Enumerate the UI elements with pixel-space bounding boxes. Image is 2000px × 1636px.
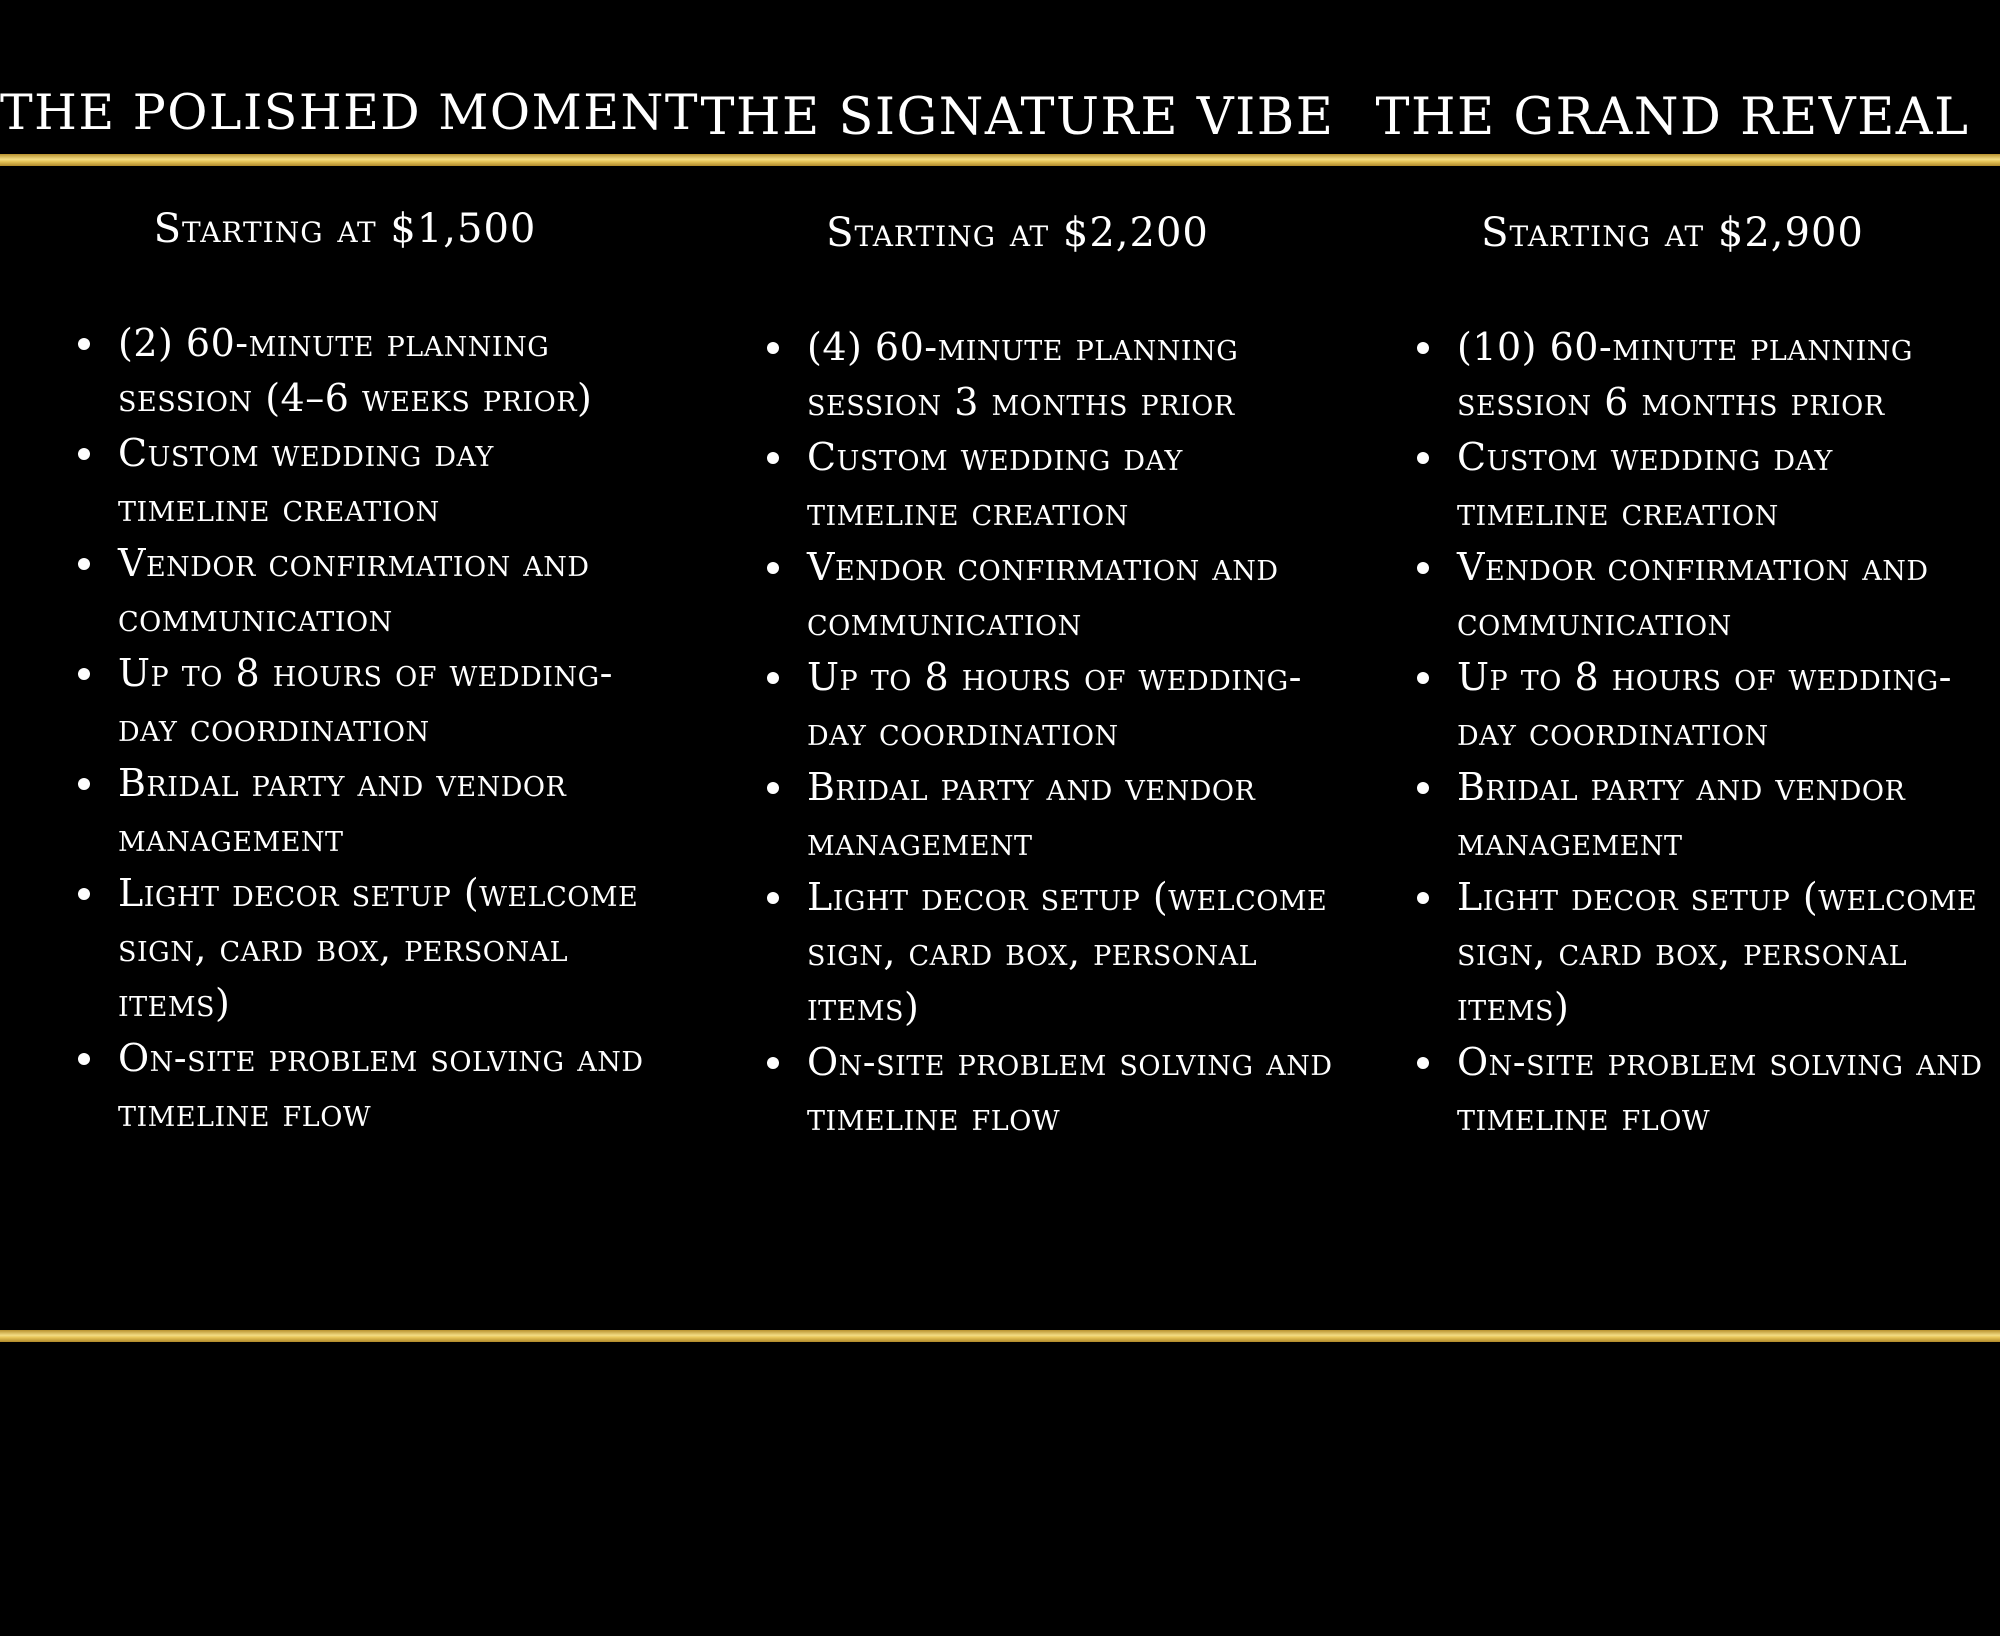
- feature-item: [765, 1035, 1345, 1145]
- feature-item: [1415, 320, 1995, 430]
- feature-text: Vendor confirmation and communication: [807, 545, 1279, 644]
- feature-text: Light decor setup (welcome sign, card box, personal items): [807, 875, 1328, 1029]
- bullet-icon: [767, 452, 779, 464]
- feature-text: Up to 8 hours of wedding-day coordination: [1457, 655, 1952, 754]
- feature-text: Up to 8 hours of wedding-day coordination: [807, 655, 1302, 754]
- bullet-icon: [78, 338, 90, 350]
- feature-text: Light decor setup (welcome sign, card box, personal items): [118, 871, 639, 1025]
- package-price: Starting at $2,900: [1481, 210, 1864, 256]
- feature-item: [1415, 540, 1995, 650]
- bullet-icon: [1417, 672, 1429, 684]
- bullet-icon: [78, 888, 90, 900]
- bullet-icon: [78, 448, 90, 460]
- bullet-icon: [1417, 1057, 1429, 1069]
- feature-text: Bridal party and vendor management: [118, 761, 567, 860]
- bullet-icon: [78, 668, 90, 680]
- feature-item: [1415, 760, 1995, 870]
- feature-text: (2) 60-minute planning session (4–6 weeks prior): [118, 321, 593, 420]
- bullet-icon: [78, 1053, 90, 1065]
- feature-item: [765, 540, 1345, 650]
- feature-text: Vendor confirmation and communication: [1457, 545, 1929, 644]
- bullet-icon: [767, 562, 779, 574]
- feature-item: [1415, 650, 1995, 760]
- feature-item: [76, 316, 656, 426]
- feature-text: Custom wedding day timeline creation: [807, 435, 1183, 534]
- feature-item: [765, 870, 1345, 1035]
- bullet-icon: [767, 342, 779, 354]
- feature-item: [1415, 430, 1995, 540]
- feature-item: [1415, 1035, 1995, 1145]
- feature-text: On-site problem solving and timeline flow: [1457, 1040, 1983, 1139]
- feature-item: [765, 430, 1345, 540]
- feature-item: [765, 650, 1345, 760]
- feature-text: Light decor setup (welcome sign, card box, personal items): [1457, 875, 1978, 1029]
- bullet-icon: [1417, 342, 1429, 354]
- feature-text: Custom wedding day timeline creation: [118, 431, 494, 530]
- package-price: Starting at $1,500: [153, 206, 537, 252]
- bullet-icon: [1417, 892, 1429, 904]
- gold-divider-bottom: [0, 1330, 2000, 1342]
- feature-text: On-site problem solving and timeline flow: [118, 1036, 644, 1135]
- feature-item: [765, 320, 1345, 430]
- feature-item: [76, 756, 656, 866]
- feature-item: [76, 646, 656, 756]
- feature-text: (4) 60-minute planning session 3 months prior: [807, 325, 1239, 424]
- feature-item: [76, 1031, 656, 1141]
- package-price: Starting at $2,200: [826, 210, 1209, 256]
- feature-text: Bridal party and vendor management: [1457, 765, 1906, 864]
- feature-item: [1415, 870, 1995, 1035]
- feature-text: Bridal party and vendor management: [807, 765, 1256, 864]
- feature-text: Custom wedding day timeline creation: [1457, 435, 1833, 534]
- package-title: THE SIGNATURE VIBE: [700, 88, 1335, 147]
- bullet-icon: [1417, 452, 1429, 464]
- feature-list: [1415, 320, 1995, 1145]
- feature-text: On-site problem solving and timeline flow: [807, 1040, 1333, 1139]
- bullet-icon: [767, 782, 779, 794]
- bullet-icon: [1417, 782, 1429, 794]
- feature-item: [76, 426, 656, 536]
- feature-list: [765, 320, 1345, 1145]
- feature-text: Up to 8 hours of wedding-day coordination: [118, 651, 613, 750]
- bullet-icon: [78, 778, 90, 790]
- feature-text: Vendor confirmation and communication: [118, 541, 590, 640]
- gold-divider-top: [0, 154, 2000, 166]
- feature-list: [76, 316, 656, 1141]
- bullet-icon: [1417, 562, 1429, 574]
- bullet-icon: [767, 1057, 779, 1069]
- bullet-icon: [767, 892, 779, 904]
- feature-item: [76, 536, 656, 646]
- feature-text: (10) 60-minute planning session 6 months prior: [1457, 325, 1913, 424]
- bullet-icon: [767, 672, 779, 684]
- package-title: THE POLISHED MOMENT: [0, 84, 700, 141]
- package-title: THE GRAND REVEAL: [1375, 88, 1970, 147]
- feature-item: [765, 760, 1345, 870]
- feature-item: [76, 866, 656, 1031]
- bullet-icon: [78, 558, 90, 570]
